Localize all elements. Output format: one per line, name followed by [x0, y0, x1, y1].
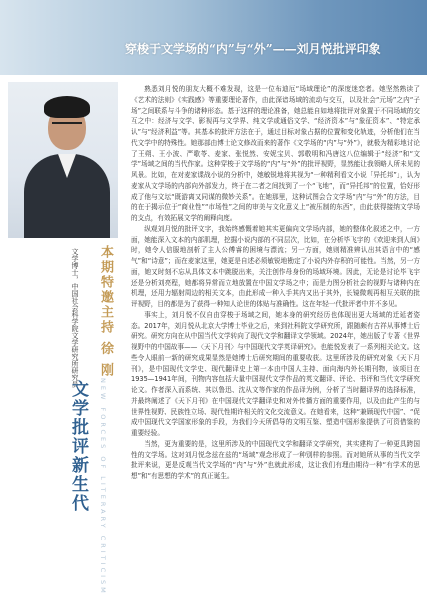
header-banner [0, 0, 427, 75]
host-label: 本期特邀主持 徐 刚 [98, 245, 113, 379]
article-title: 穿梭于文学场的“内”与“外”——刘月悦批评印象 [125, 42, 381, 56]
photo-hair [44, 96, 90, 118]
article-paragraph: 纵观刘月悦的批评文字，我始终感慨着她其实更偏向文学场内部，她的整体化叙述之中，一方面，她能深入文本的内部肌理，挖掘小说内部的不同层次，比如，在分析毕飞宇的《欢迎来到人间》时，她令人信服地剖析了主人公傅睿的困境与漂流；另一方面，她则精准辨认出其语言中的“感气”和“诗意”；而在麦家这里，她更是自述必须敏锐地勘定了小说内外存积的可能性。当然，另一方面，她又时刻不忘从具体文本中跳脱出来，关注创作母身份的场域环境。因此，无论是讨论毕飞宇还是分析刘亮程，她都将异常而立地放置在中国文学场之中；而是力图分析社会的视野与诸种内在机理，还用力辐射周边的相关文本，由此形成一种入手其内又出于其外，长镜微观再相互关联的批评视野，目的都是为了获得一种知人论世的体贴与准确性。这在年轻一代批评者中并不多见。 [131, 224, 420, 308]
article-paragraph: 当然，更为重要的是，这里所涉及的中国现代文学和翻译文学研究，其实建构了一种更具跨国性的文学场。这对刘月悦念兹在兹的“场域”观念形成了一种别样的参照。而对她所从事的当代文学批评来说，更是反观当代文学场的“内”与“外”也就此形成，这让我们有理由期待一种“有学术的思想”和“有思想的学术”的真正诞生。 [131, 439, 420, 480]
column-title: 文学批评新生代 [68, 380, 88, 513]
article-paragraph: 事实上，刘月悦不仅自由穿梭于场域之间，她本身的研究经历也体现出更大场域的迁延者姿态。2017年，刘月悦从北京大学博士毕业之后，来到社科院文学研究所，跟随颇有古祥从事博士后研究。研究方向在从中国当代文学转向了现代文学和翻译文学领域。2024年，她出版了专著《世界视野中的中国故事——〈天下月刊〉与中国现代文学英译研究》。也能悦发表了一系列相关论文。这些令人眼前一新的研究成果显然是她博士后研究期间的重要收获。这里所涉及的研究对象《天下月刊》，是中国现代文学史、现代翻译史上第一本由中国人主持、面向海内外长期刊物，该项目在1935—1941年间，刊物内容包括大量中国现代文学作品的英文翻译、评论、书评和当代文学研究论文。作者深入而系统、其以鲁迅、沈从文等作家的作品译为例，分析了当时翻译界的选择标准，并最终阐述了《天下月刊》在中国现代文学翻译史和对外传播方面的重要作用，以及由此产生的与世界性视野、民族性立场、现代性期许相关的文化交流意义。在她看来，这种“兼顾现代中国”、“促成中国现代文学国家形象的手段，为我们今天所倡导的文明互鉴、塑造中国形象提供了可资借鉴的重要经验。 [131, 310, 420, 437]
article-paragraph: 熟悉刘月悦的朋友大概不难发现，这是一位布迪厄“场域理论”的深度迷恋者。她坚然熟读了《艺术的法则》《实践感》等重要理论著作，由此深谙场域的流动与交互，以及社会“元场”之内“子场”之间联系与斗争的诸种形态。基于这样的理论准备，她总能自如地将批评对象置于不同场域的交互之中：经济与文学、影视再与文学界、纯文学或通俗文学、“经济资本”与“象征资本”、“特定承认”与“经济利益”等。其基本的批评方法在于，通过目标对象占据的位置和变化轨迹，分析他们在当代文学中的特殊性。她那部由博士论文修改而来的著作《文学场的“内”与“外”》，就极为精彩地讨论了王朔、王小波、严歌苓、麦家、张悦然、安妮宝贝、郭敬明和冯唐这八位编辑于“经济”和“文学”场域之间的当代作家。这种穿梭于文学场的“内”与“外”的批评视野，显然能让我领略人所未见的风景。比如，在对麦家谍战小说的分析中，她敏锐地将其视为“一种精利看文小说「异托邦”」，认为麦家从文学场的内部向外部发力，终于在二者之间找到了一个“飞地”，而“异托邦”的位置，恰好形成了他与文坛“既游离又同谋的微妙关系”。在她那里，这种试图会合文学场“内”与“外”的方法，目的在于揭示位于“商业性”“市场性”之间的审美与文化意义上“被压制的东西”，由此获得接纳文学场的支点，有效拓展文学的阐释向度。 [131, 85, 420, 222]
column-english-name: NEW FORCES OF LITERARY CRITICISM [99, 378, 107, 596]
article-body [131, 84, 420, 482]
photo-glasses [52, 122, 82, 130]
host-bio: 文学博士，中国社会科学院文学研究所研究员 [71, 248, 79, 388]
author-photo [8, 82, 118, 238]
